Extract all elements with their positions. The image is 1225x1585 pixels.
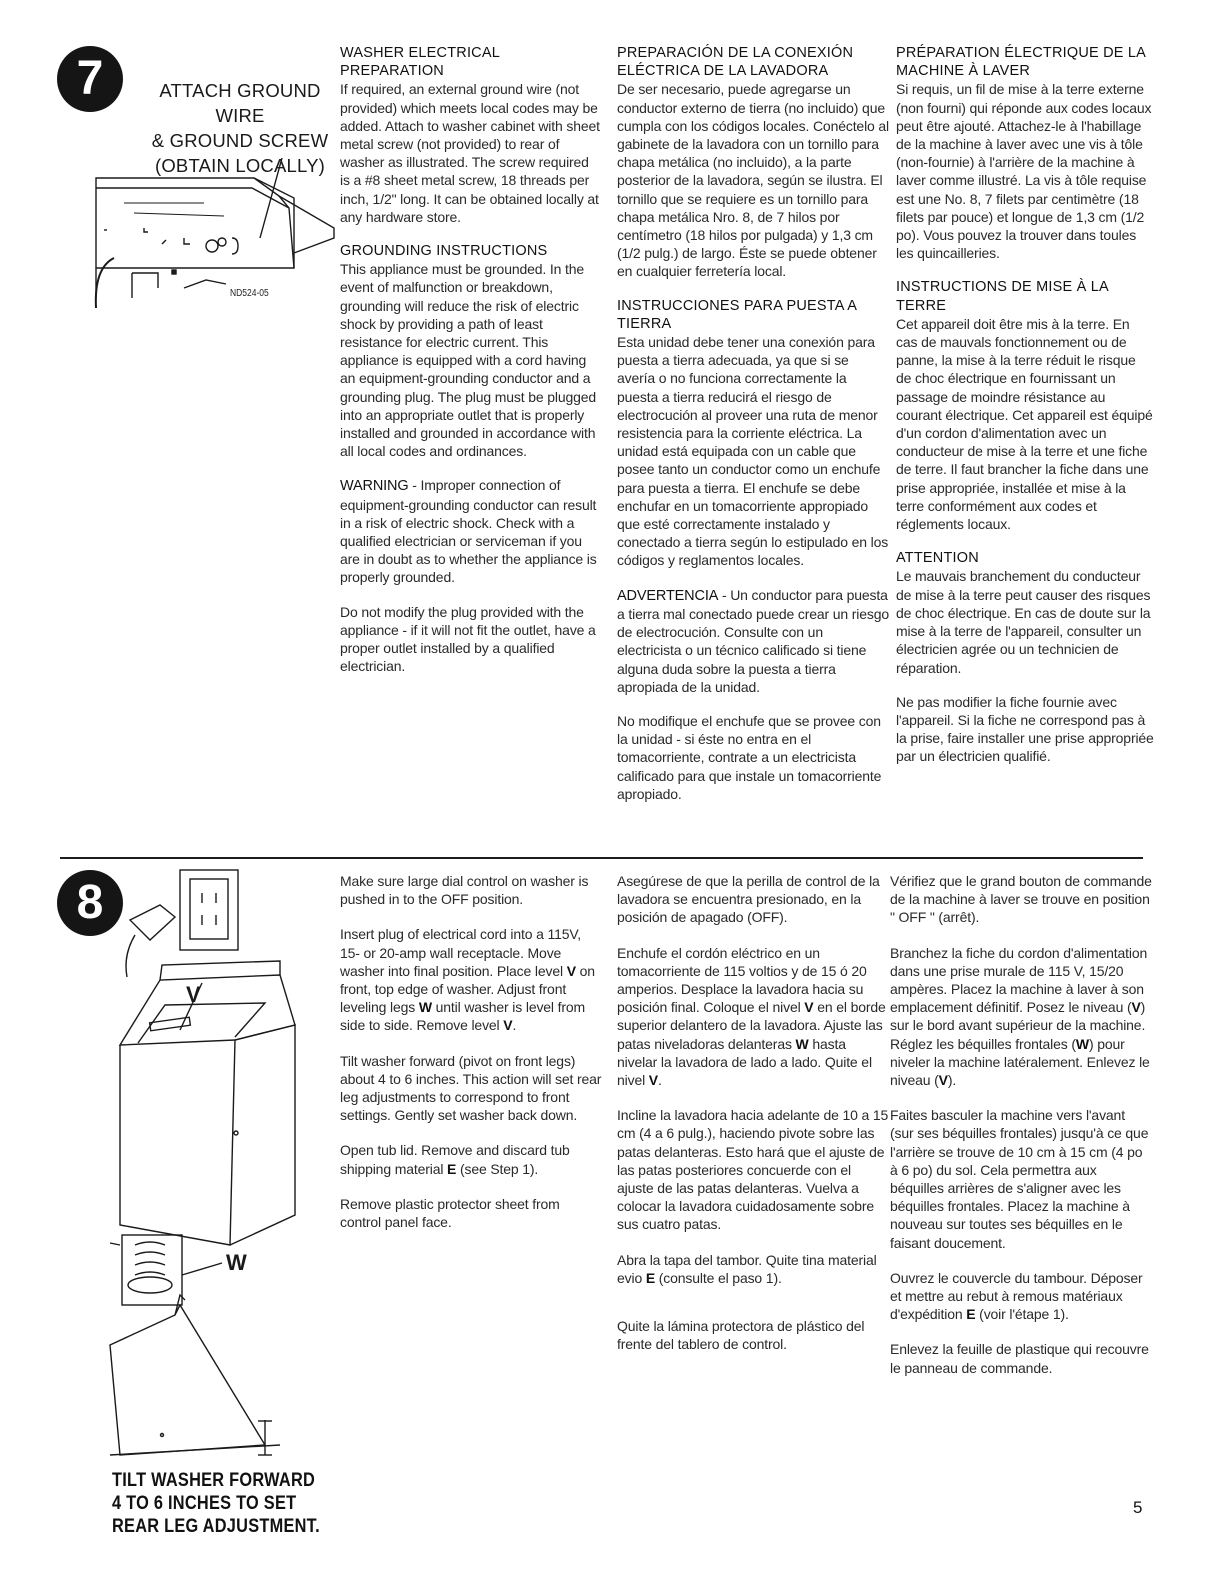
warning-text: - Improper connection of equipment-grounding conductor can result in a risk of electric shock. Check with a qualified electrician or serviceman if you are in doubt as to whether the appliance is properly grounded. [340,477,597,586]
warning-text: - Un conductor para puesta a tierra mal conectado puede crear un riesgo de electrocución. Consulte con un electricista o un técnico calificado si tiene alguna duda sobre la puesta a tierra apropiada de la unidad. [617,586,890,695]
paragraph: Quite la lámina protectora de plástico del frente del tablero de control. [617,1318,865,1353]
step8-spanish-column [617,872,889,1370]
paragraph: Faites basculer la machine vers l'avant (sur ses béquilles frontales) jusqu'à ce que l'arrière se trouve de 10 cm à 15 cm (4 po à 6 po) du sol. Cela permettra aux béquilles arrières de s'aligner avec les béquilles frontales. Placez la machine à nouveau sur toutes ses béquilles en le faisant doucement. [890,1107,1149,1251]
figure-letter-v: V [186,982,201,1007]
paragraph: If required, an external ground wire (not provided) which meets local codes may be added. Attach to washer cabinet with sheet metal screw (not provided) to rear of washer as illustrated. The screw required is a #8 sheet metal screw, 18 threads per inch, 1/2" long. It can be obtained locally at any hardware store. [340,81,600,225]
step8-french-column [890,872,1152,1394]
paragraph: Le mauvais branchement du conducteur de mise à la terre peut causer des risques de choc électrique. En cas de doute sur la mise à la terre de l'appareil, consulter un électricien agrée ou un technicien de réparation. [896,568,1151,676]
paragraph: Asegúrese de que la perilla de control de la lavadora se encuentra presionado, en la posición de apagado (OFF). [617,873,880,926]
caption-line-2: 4 TO 6 INCHES TO SET [112,1493,297,1514]
heading-preparation-electrique: PRÉPARATION ÉLECTRIQUE DE LA MACHINE À LAVER [896,45,1146,80]
paragraph: Ne pas modifier la fiche fournie avec l'appareil. Si la fiche ne correspond pas à la prise, faire installer une prise appropriée par un électricien qualifié. [896,693,1154,765]
washer-rear-illustration [84,158,344,308]
paragraph: Remove plastic protector sheet from control panel face. [340,1195,560,1231]
washer-leveling-illustration [80,865,330,1465]
ground-label-line-2: & GROUND SCREW [151,130,329,151]
paragraph: Branchez la fiche du cordon d'alimentation dans une prise murale de 115 V, 15/20 ampères. Placez la machine à laver à son emplacement définitif. Posez le niveau (V) sur le bord avant supérieur de la machine. Réglez les béquilles frontales (W) pour niveler la machine latéralement. Enlevez le niveau (V). [890,944,1150,1089]
heading-grounding-instructions: GROUNDING INSTRUCTIONS [340,243,548,260]
page-number: 5 [1133,1498,1143,1517]
heading-washer-electrical-preparation: WASHER ELECTRICAL PREPARATION [340,45,500,80]
ground-label-line-1: ATTACH GROUND WIRE [159,80,321,126]
paragraph: Enchufe el cordón eléctrico en un tomacorriente de 115 voltios y de 15 ó 20 amperios. Desplace la lavadora hacia su posición final. Coloque el nivel V en el borde superior delantero de la lavadora. Ajuste las patas niveladoras delanteras W hasta nivelar la lavadora de lado a lado. Quite el nivel V. [617,944,886,1089]
figure-code: ND524-05 [230,288,269,299]
paragraph: Esta unidad debe tener una conexión para puesta a tierra adecuada, ya que si se avería o no funciona correctamente la puesta a tierra reducirá el riesgo de electrocución al proveer una ruta de menor resistencia para la corriente eléctrica. La unidad está equipada con un cable que posee tanto un conductor como un enchufe para puesta a tierra. El enchufe se debe enchufar en un tomacorriente appropiado que esté correctamente instalado y conectado a tierra según lo estipulado en los códigos y reglamentos locales. [617,334,889,569]
caption-line-3: REAR LEG ADJUSTMENT. [112,1516,320,1537]
warning-label: ADVERTENCIA [617,587,719,604]
paragraph: Si requis, un fil de mise à la terre externe (non fourni) qui réponde aux codes locaux peut être ajouté. Attachez-le à l'habillage de la machine à laver avec une vis à tôle (non-fournie) à l'arrière de la machine à laver comme illustré. La vis à tôle requise est une No. 8, 7 filets par centimètre (18 filets par pouce) et longue de 1,3 cm (1/2 po). Vous pouvez la trouver dans toules les quincailleries. [896,81,1152,262]
paragraph: Incline la lavadora hacia adelante de 10 a 15 cm (4 a 6 pulg.), haciendo pivote sobre las patas delanteras. Esto hará que el ajuste de las patas posteriores concuerde con el ajuste de las patas delanteras. Vuelva a colocar la lavadora cuidadosamente sobre sus cuatro patas. [617,1107,889,1233]
paragraph: Open tub lid. Remove and discard tub shipping material E (see Step 1). [340,1142,570,1177]
step8-english-column [340,872,602,1248]
step7-spanish-column [617,44,889,819]
paragraph: Vérifiez que le grand bouton de commande de la machine à laver se trouve en position " OFF " (arrêt). [890,873,1152,926]
paragraph: Ouvrez le couvercle du tambour. Déposer et mettre au rebut à remous matériaux d'expédition E (voir l'étape 1). [890,1269,1143,1323]
paragraph: Abra la tapa del tambor. Quite tina material evio E (consulte el paso 1). [617,1251,877,1286]
section-divider [60,857,1143,859]
warning-label: WARNING [340,478,409,495]
paragraph: Insert plug of electrical cord into a 115V, 15- or 20-amp wall receptacle. Move washer into final position. Place level V on front, top edge of washer. Adjust front leveling legs W until washer is level from side to side. Remove level V. [340,926,595,1034]
step-7-number: 7 [57,46,123,112]
paragraph: Tilt washer forward (pivot on front legs) about 4 to 6 inches. This action will set rear leg adjustments to correspond to front settings. Gently set washer back down. [340,1052,602,1124]
paragraph: Enlevez la feuille de plastique qui recouvre le panneau de commande. [890,1341,1149,1376]
caption-line-1: TILT WASHER FORWARD [112,1470,316,1491]
paragraph: No modifique el enchufe que se provee con la unidad - si éste no entra en el tomacorriente, contrate a un electricista calificado para que instale un tomacorriente apropiado. [617,712,882,802]
figure-letter-w: W [226,1250,247,1275]
step-8-number: 8 [57,870,123,936]
step7-french-column [896,44,1154,782]
ground-label-line-3: (OBTAIN LOCALLY) [154,155,326,176]
step7-english-column [340,44,600,692]
heading-attention: ATTENTION [896,550,979,567]
paragraph: Cet appareil doit être mis à la terre. En cas de mauvals fonctionnement ou de panne, la mise à la terre réduit le risque de choc électrique en fournissant un passage de moindre résistance au courant électrique. Cet appareil est équipé d'un cordon d'alimentation avec un conducteur de mise à la terre et une fiche de terre. Il faut brancher la fiche dans une prise appropriée, installée et mise à la terre conformément aux codes et réglements locaux. [896,315,1153,533]
heading-mise-a-la-terre: INSTRUCTIONS DE MISE À LA TERRE [896,279,1109,314]
heading-preparacion: PREPARACIÓN DE LA CONEXIÓN ELÉCTRICA DE LA LAVADORA [617,45,854,80]
paragraph: Do not modify the plug provided with the appliance - if it will not fit the outlet, have a proper outlet installed by a qualified electrician. [340,603,596,675]
paragraph: This appliance must be grounded. In the event of malfunction or breakdown, grounding will reduce the risk of electric shock by providing a path of least resistance for electric current. This appliance is equipped with a cord having an equipment-grounding conductor and a grounding plug. The plug must be plugged into an appropriate outlet that is properly installed and grounded in accordance with all local codes and ordinances. [340,261,597,460]
paragraph: Make sure large dial control on washer is pushed in to the OFF position. [340,873,589,908]
paragraph: De ser necesario, puede agregarse un conductor externo de tierra (no incluido) que cumpla con los códigos locales. Conéctelo al gabinete de la lavadora con un tornillo para chapa metálica (no incluido), a la parte posterior de la lavadora, según se ilustra. El tornillo que se requiere es un tornillo para chapa metálica Nro. 8, de 7 hilos por centímetro (18 hilos por pulgada) y 1,3 cm (1/2 pulg.) de largo. Éste se puede obtener en cualquier ferretería local. [617,81,889,280]
tilt-washer-caption [112,1469,320,1538]
heading-instrucciones: INSTRUCCIONES PARA PUESTA A TIERRA [617,297,857,332]
